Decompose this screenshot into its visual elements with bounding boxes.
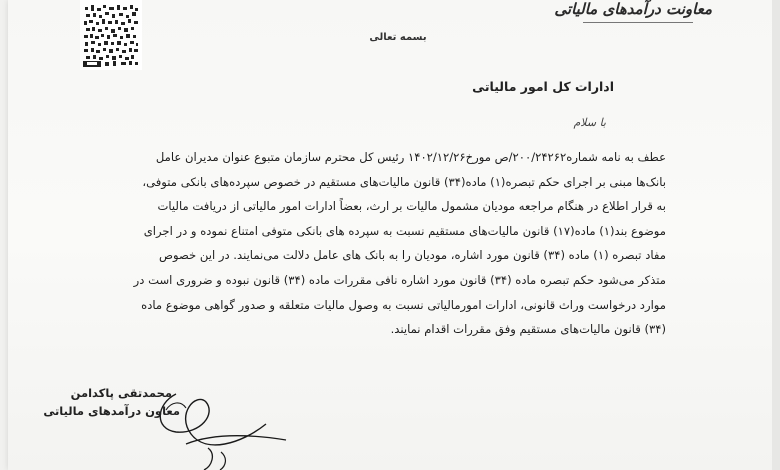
- letter-body: [126, 145, 666, 342]
- body-line: (۳۴) قانون مالیات‌های مستقیم وفق مقررات اقدام نمایند.: [390, 322, 666, 337]
- invocation-text: بسمه تعالی: [369, 32, 427, 43]
- body-line: موارد درخواست وراث قانونی، ادارات امورمالیاتی نسبت به وصول مالیات متعلقه و صدور گواهی موضوع ماده: [141, 297, 666, 312]
- body-line: بانک‌ها مبنی بر اجرای حکم تبصره(۱) ماده(۳۴) قانون مالیات‌های مستقیم در خصوص سپرده‌های بانکی متوفی،: [142, 174, 666, 189]
- letter-page: [8, 0, 772, 470]
- letterhead-divider: [583, 22, 693, 23]
- body-line: عطف به نامه شماره۲۰۰/۲۴۲۶۲/ص مورخ۱۴۰۲/۱۲/۲۶ رئیس کل محترم سازمان متبوع عنوان مدیران عامل: [155, 150, 666, 164]
- letterhead-organization: معاونت درآمدهای مالیاتی: [554, 0, 712, 18]
- body-line: موضوع بند(۱) ماده(۱۷) قانون مالیات‌های مستقیم نسبت به سپرده های بانکی متوفی امتناع نموده و در اجرای: [143, 223, 666, 238]
- page-edge: [772, 0, 780, 470]
- body-line: به قرار اطلاع در هنگام مراجعه مودیان مشمول مالیات بر ارث، بعضاً ادارات امور مالیاتی از دریافت مالیات: [157, 199, 666, 214]
- signer-title: معاون درآمدهای مالیاتی: [43, 404, 180, 418]
- signer-name: محمدتقی پاکدامن: [70, 386, 172, 400]
- body-line: متذکر می‌شود حکم تبصره ماده (۳۴) قانون مورد اشاره نافی مقررات ماده (۳۴) قانون نبوده و ضروری است در: [133, 272, 666, 287]
- recipient-heading: ادارات کل امور مالیاتی: [472, 79, 614, 94]
- salutation-text: با سلام: [573, 116, 606, 129]
- body-line: مفاد تبصره (۱) ماده (۳۴) قانون مورد اشاره، مودیان را به بانک های عامل دلالت می‌نمایند. در این خصوص: [158, 248, 666, 263]
